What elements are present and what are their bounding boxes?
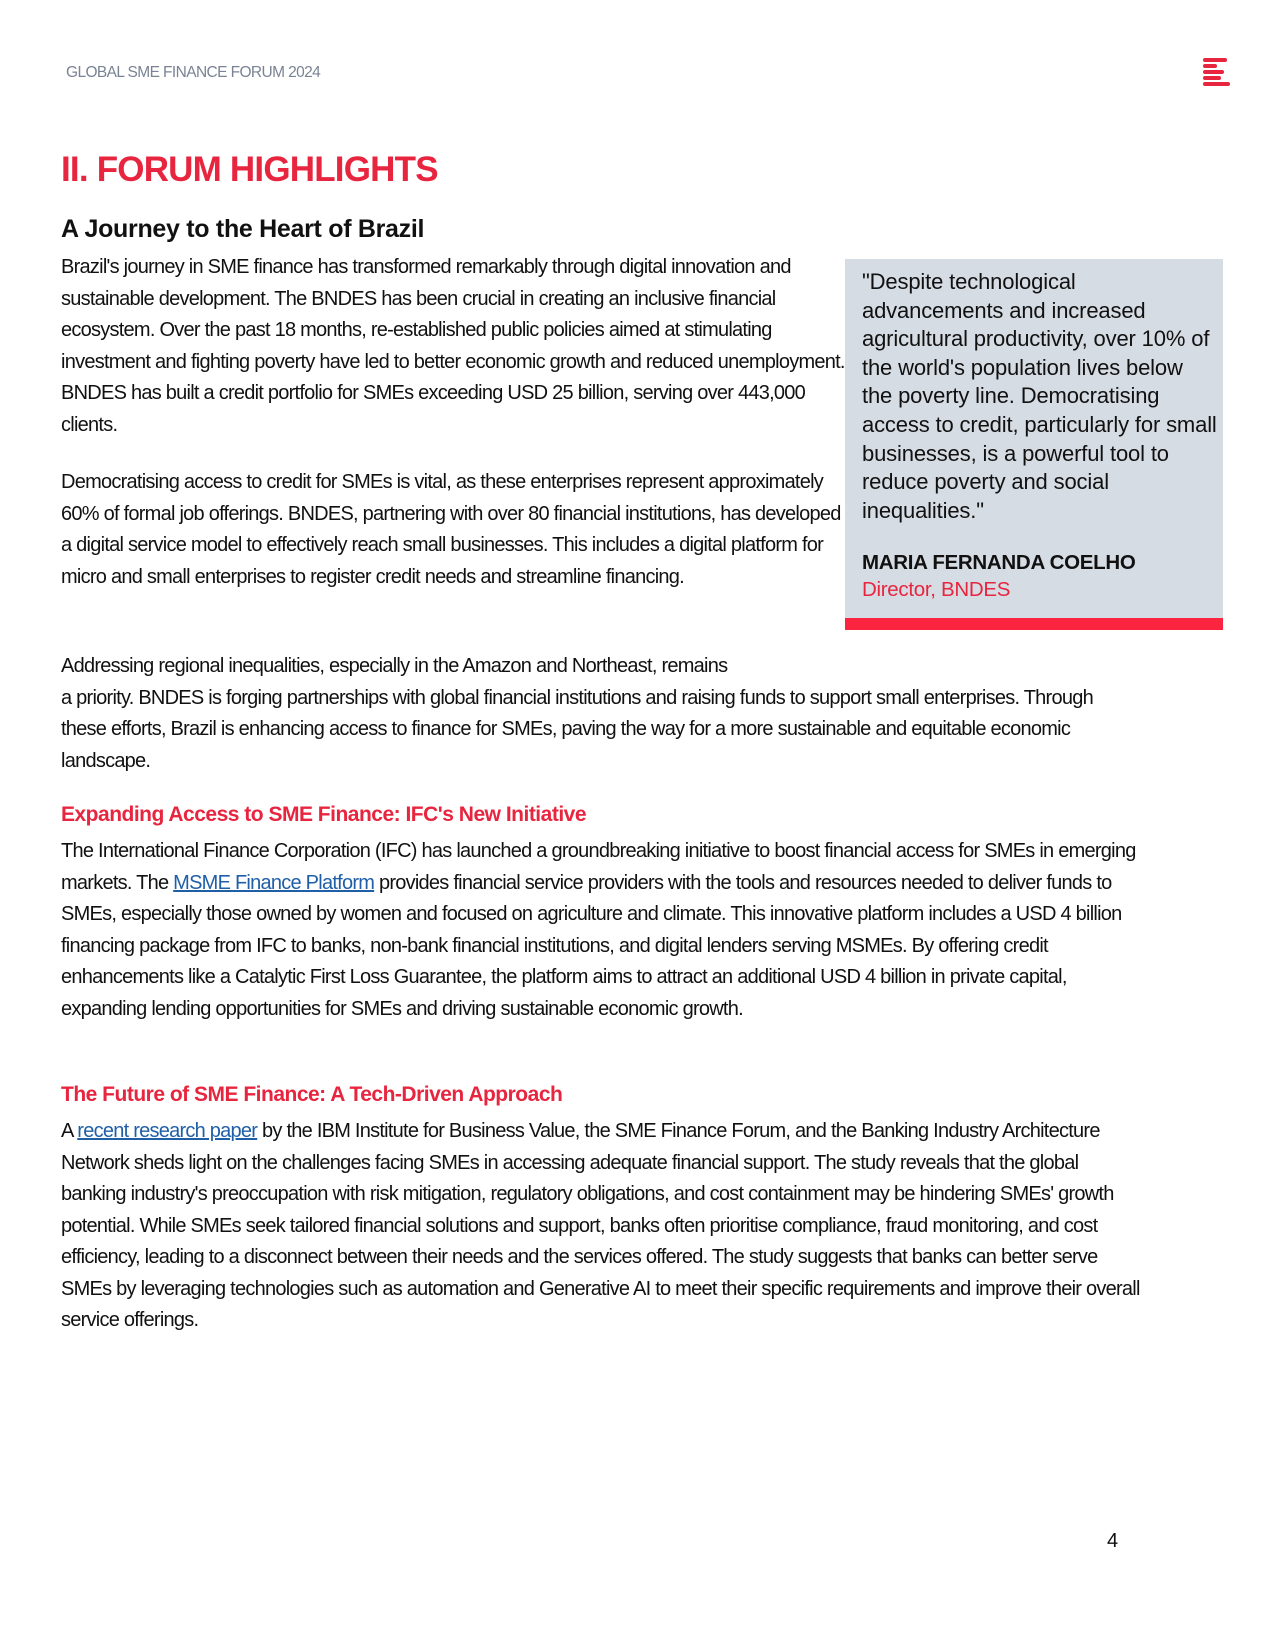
forum-logo-icon: [1203, 58, 1233, 86]
article-paragraph: Democratising access to credit for SMEs is vital, as these enterprises represent approximately 60% of formal job offerings. BNDES, partnering with over 80 financial institutions, has developed a digital service model to effectively reach small businesses. This includes a digital platform for micro and small enterprises to register credit needs and streamline financing.: [61, 471, 841, 588]
quote-author: MARIA FERNANDA COELHO: [862, 551, 1136, 574]
article-title-brazil: A Journey to the Heart of Brazil: [61, 215, 425, 243]
article-paragraph: [61, 1116, 1141, 1337]
paragraph-text: provides financial service providers with the tools and resources needed to deliver funds to SMEs, especially those owned by women and focused on agriculture and climate. This innovative platform includes a USD 4 billion financing package from IFC to banks, non-bank financial institutions, and digital lenders serving MSMEs. By offering credit enhancements like a Catalytic First Loss Guarantee, the platform aims to attract an additional USD 4 billion in private capital, expanding lending opportunities for SMEs and driving sustainable economic growth.: [61, 871, 1122, 1020]
article-paragraph: [61, 651, 1141, 777]
section-title: II. FORUM HIGHLIGHTS: [61, 150, 438, 189]
article-paragraph: Brazil's journey in SME finance has transformed remarkably through digital innovation and sustainable development. The BNDES has been crucial in creating an inclusive financial ecosystem. Over the past 18 months, re-established public policies aimed at stimulating investment and fighting poverty have led to better economic growth and reduced unemployment. BNDES has built a credit portfolio for SMEs exceeding USD 25 billion, serving over 443,000 clients.: [61, 256, 845, 436]
paragraph-text: The International Finance Corporation (IFC) has launched a groundbreaking initiative to boost financial access for SMEs in emerging markets. The: [61, 840, 1136, 894]
header-title: GLOBAL SME FINANCE FORUM 2024: [66, 64, 321, 81]
paragraph-text: by the IBM Institute for Business Value, the SME Finance Forum, and the Banking Industry Architecture Network sheds light on the challenges facing SMEs in accessing adequate financial support. The study reveals that the global banking industry's preoccupation with risk mitigation, regulatory obligations, and cost containment may be hindering SMEs' growth potential. While SMEs seek tailored financial solutions and support, banks often prioritise compliance, fraud monitoring, and cost efficiency, leading to a disconnect between their needs and the services offered. The study suggests that banks can better serve SMEs by leveraging technologies such as automation and Generative AI to meet their specific requirements and improve their overall service offerings.: [61, 1120, 1140, 1331]
paragraph-line: Addressing regional inequalities, especially in the Amazon and Northeast, remains: [61, 655, 728, 677]
article-paragraph: [61, 836, 1141, 1025]
paragraph-line: a priority. BNDES is forging partnerships with global financial institutions and raising funds to support small enterprises. Through these efforts, Brazil is enhancing access to finance for SMEs, paving the way for a more sustainable and equitable economic landscape.: [61, 686, 1093, 772]
article-title-tech: The Future of SME Finance: A Tech-Driven Approach: [61, 1083, 563, 1106]
quote-author-role: Director, BNDES: [862, 578, 1011, 601]
page-number: 4: [1107, 1530, 1119, 1552]
article-title-ifc: Expanding Access to SME Finance: IFC's New Initiative: [61, 803, 587, 826]
msme-finance-platform-link[interactable]: MSME Finance Platform: [173, 871, 375, 894]
research-paper-link[interactable]: recent research paper: [77, 1120, 258, 1142]
quote-text: "Despite technological advancements and increased agricultural productivity, over 10% of the world's population lives below the poverty line. Democratising access to credit, particularly for small businesses, is a powerful tool to reduce poverty and social inequalities.": [862, 269, 1217, 523]
paragraph-text: A: [61, 1120, 78, 1142]
pull-quote-box: [845, 259, 1223, 630]
